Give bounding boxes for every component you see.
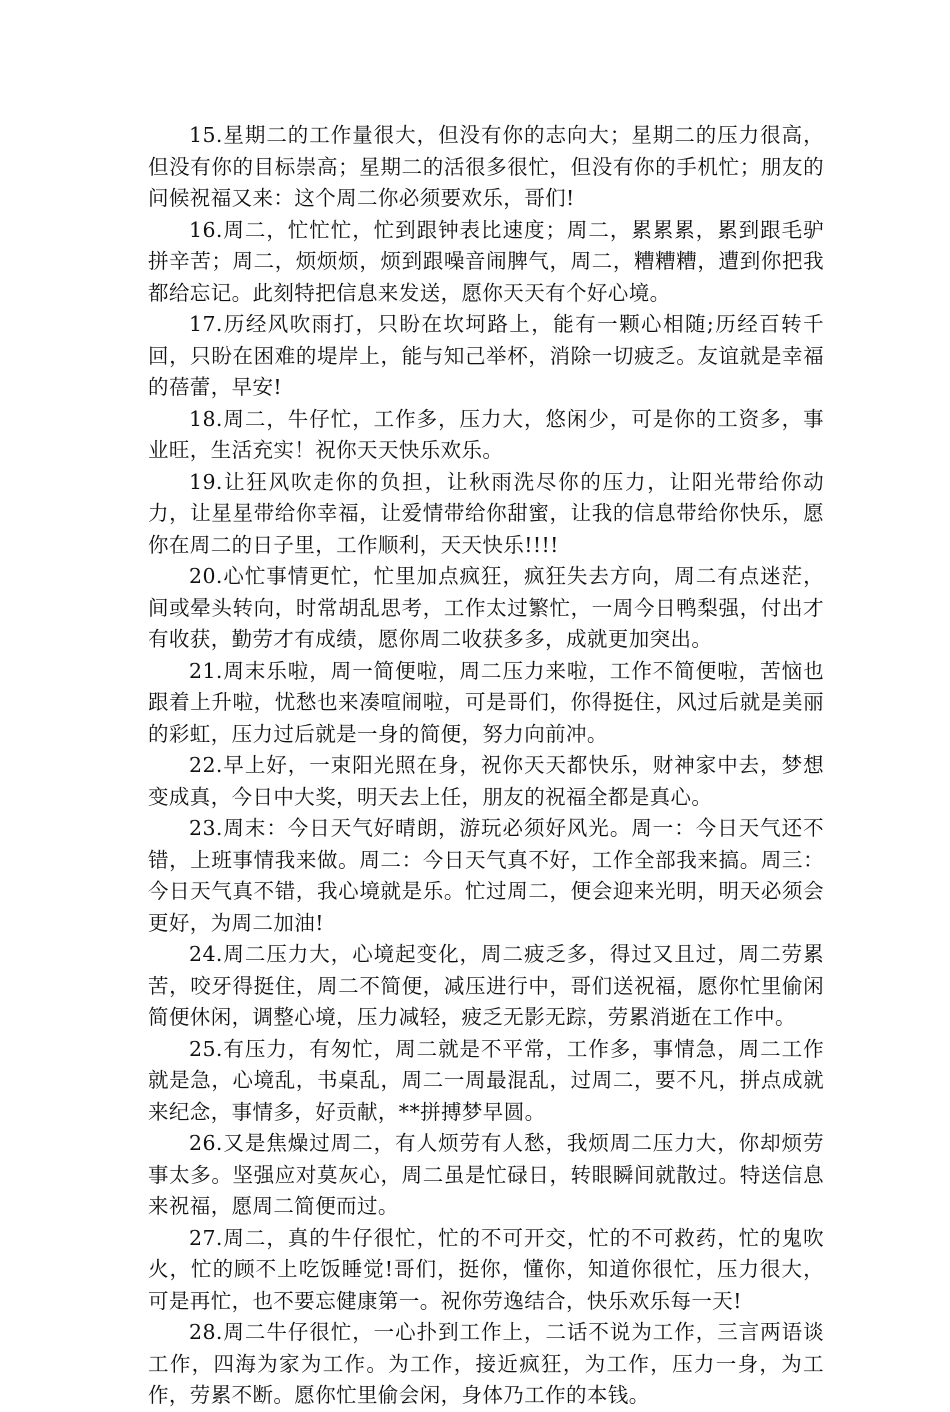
paragraph-16: 16.周二，忙忙忙，忙到跟钟表比速度；周二，累累累，累到跟毛驴拼辛苦；周二，烦烦烦，烦到跟噪音闹脾气，周二，糟糟糟，遭到你把我都给忘记。此刻特把信息来发送，愿你天天有个好心境。 bbox=[148, 217, 824, 305]
paragraph-26: 26.又是焦燥过周二，有人烦劳有人愁，我烦周二压力大，你却烦劳事太多。坚强应对莫灰心，周二虽是忙碌日，转眼瞬间就散过。特送信息来祝福，愿周二简便而过。 bbox=[148, 1131, 824, 1218]
paragraph-18: 18.周二，牛仔忙，工作多，压力大，悠闲少，可是你的工资多，事业旺，生活充实！祝你天天快乐欢乐。 bbox=[148, 406, 824, 462]
paragraph-24: 24.周二压力大，心境起变化，周二疲乏多，得过又且过，周二劳累苦，咬牙得挺住，周二不简便，减压进行中，哥们送祝福，愿你忙里偷闲简便休闲，调整心境，压力减轻，疲乏无影无踪，劳累消逝在工作中。 bbox=[148, 942, 824, 1029]
paragraph-19: 19.让狂风吹走你的负担，让秋雨洗尽你的压力，让阳光带给你动力，让星星带给你幸福，让爱情带给你甜蜜，让我的信息带给你快乐，愿你在周二的日子里，工作顺利，天天快乐!!!! bbox=[148, 469, 824, 557]
paragraph-20: 20.心忙事情更忙，忙里加点疯狂，疯狂失去方向，周二有点迷茫，间或晕头转向，时常胡乱思考，工作太过繁忙，一周今日鸭梨强，付出才有收获，勤劳才有成绩，愿你周二收获多多，成就更加突出。 bbox=[148, 564, 824, 651]
paragraph-17: 17.历经风吹雨打，只盼在坎坷路上，能有一颗心相随;历经百转千回，只盼在困难的堤岸上，能与知己举杯，消除一切疲乏。友谊就是幸福的蓓蕾，早安! bbox=[148, 312, 824, 399]
paragraph-22: 22.早上好，一束阳光照在身，祝你天天都快乐，财神家中去，梦想变成真，今日中大奖，明天去上任，朋友的祝福全都是真心。 bbox=[148, 753, 824, 809]
paragraph-28: 28.周二牛仔很忙，一心扑到工作上，二话不说为工作，三言两语谈工作，四海为家为工作。为工作，接近疯狂，为工作，压力一身，为工作，劳累不断。愿你忙里偷会闲，身体乃工作的本钱。 bbox=[148, 1320, 824, 1407]
document-body bbox=[148, 120, 824, 1412]
paragraph-25: 25.有压力，有匆忙，周二就是不平常，工作多，事情急，周二工作就是急，心境乱，书桌乱，周二一周最混乱，过周二，要不凡，拼点成就来纪念，事情多，好贡献，**拼搏梦早圆。 bbox=[148, 1036, 824, 1124]
paragraph-15: 15.星期二的工作量很大，但没有你的志向大；星期二的压力很高，但没有你的目标崇高；星期二的活很多很忙，但没有你的手机忙；朋友的问候祝福又来：这个周二你必须要欢乐，哥们! bbox=[148, 123, 824, 210]
paragraph-21: 21.周末乐啦，周一简便啦，周二压力来啦，工作不简便啦，苦恼也跟着上升啦，忧愁也来凑喧闹啦，可是哥们，你得挺住，风过后就是美丽的彩虹，压力过后就是一身的简便，努力向前冲。 bbox=[148, 658, 824, 746]
paragraph-27: 27.周二，真的牛仔很忙，忙的不可开交，忙的不可救药，忙的鬼吹火，忙的顾不上吃饭睡觉!哥们，挺你，懂你，知道你很忙，压力很大，可是再忙，也不要忘健康第一。祝你劳逸结合，快乐欢乐每一天! bbox=[148, 1225, 824, 1313]
paragraph-23: 23.周末：今日天气好晴朗，游玩必须好风光。周一：今日天气还不错，上班事情我来做。周二：今日天气真不好，工作全部我来搞。周三：今日天气真不错，我心境就是乐。忙过周二，便会迎来光明，明天必须会更好，为周二加油! bbox=[148, 816, 824, 935]
